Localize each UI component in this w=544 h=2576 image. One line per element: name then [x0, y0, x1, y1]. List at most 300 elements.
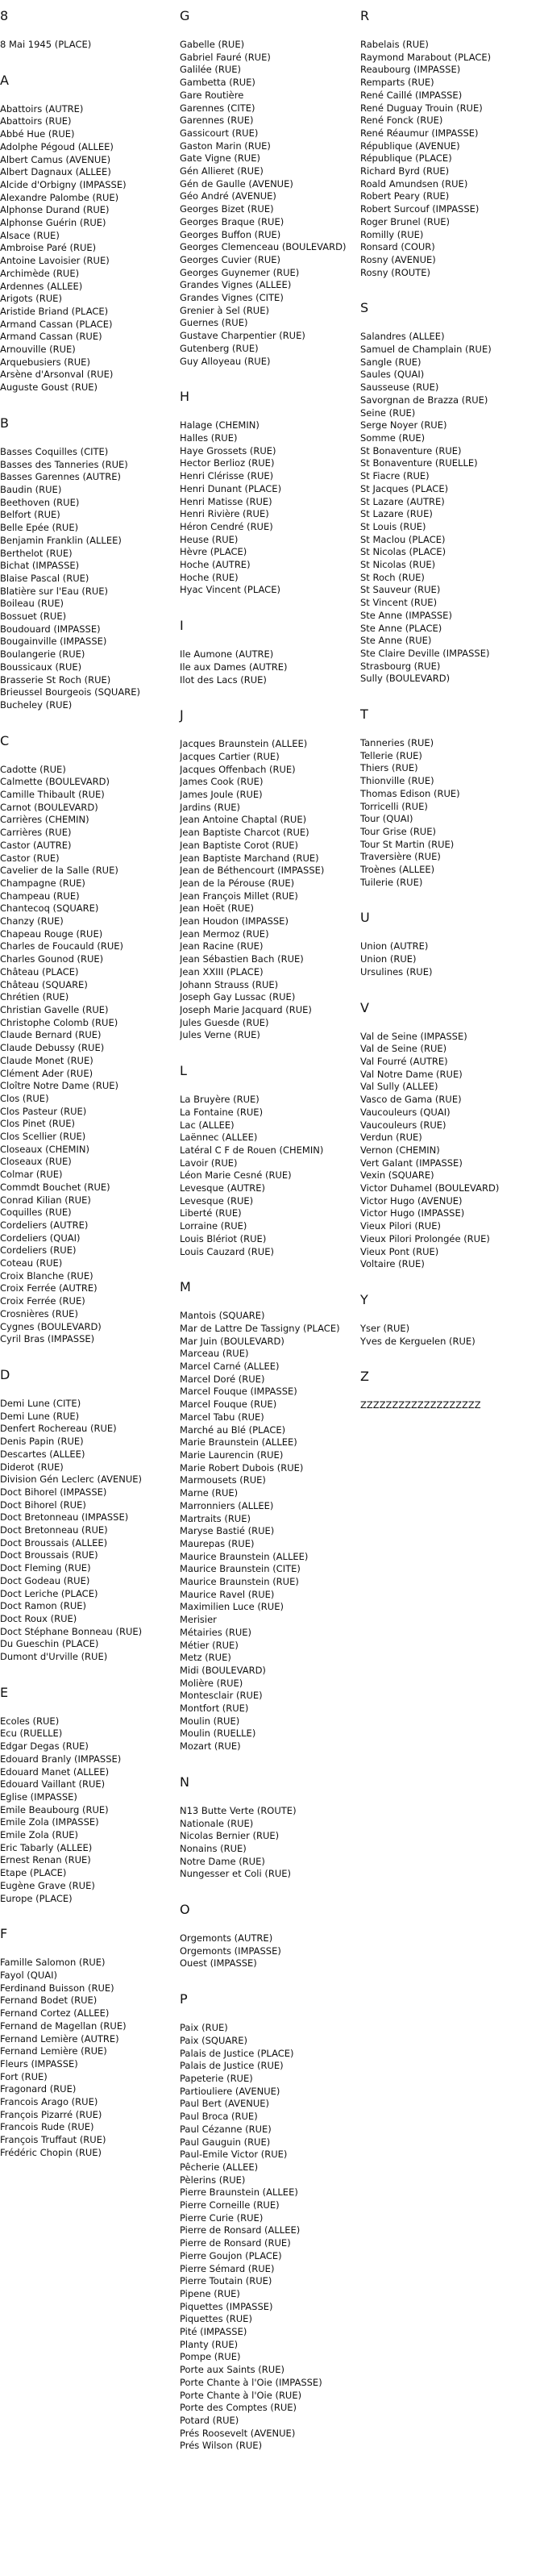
- street-entry: Grenier à Sel (RUE): [180, 304, 269, 316]
- street-entry: Partiouliere (AVENUE): [180, 2085, 280, 2097]
- section-letter-heading: F: [0, 1926, 8, 1942]
- street-entry: Edouard Branly (IMPASSE): [0, 1753, 122, 1765]
- street-entry: Edgar Degas (RUE): [0, 1740, 89, 1753]
- street-entry: Hoche (AUTRE): [180, 559, 251, 571]
- street-entry: Jean Sébastien Bach (RUE): [180, 953, 304, 965]
- street-entry: Alsace (RUE): [0, 229, 60, 241]
- street-entry: Serge Noyer (RUE): [360, 419, 447, 431]
- street-entry: Vieux Pilori Prolongée (RUE): [360, 1232, 490, 1244]
- street-entry: Joseph Gay Lussac (RUE): [180, 991, 296, 1003]
- street-entry: Famille Salomon (RUE): [0, 1957, 106, 1969]
- letter-section: [180, 1991, 353, 2453]
- street-entry: Cygnes (BOULEVARD): [0, 1320, 102, 1332]
- street-entry: Doct Fleming (RUE): [0, 1562, 91, 1574]
- street-entry: Bichat (IMPASSE): [0, 560, 80, 572]
- street-entry: Closeaux (RUE): [0, 1156, 72, 1168]
- street-entry: Clos Scellier (RUE): [0, 1131, 86, 1143]
- street-entry: Orgemonts (AUTRE): [180, 1932, 273, 1945]
- street-entry: Clos (RUE): [0, 1092, 49, 1104]
- street-entry: St Maclou (PLACE): [360, 533, 446, 545]
- street-entry: James Cook (RUE): [180, 776, 264, 788]
- street-entry: Emile Zola (RUE): [0, 1829, 79, 1841]
- street-entry: Marmousets (RUE): [180, 1474, 266, 1486]
- street-entry: Paul Gauguin (RUE): [180, 2136, 271, 2148]
- street-entry: Eugène Grave (RUE): [0, 1879, 95, 1891]
- street-entry: Edouard Manet (ALLEE): [0, 1765, 110, 1778]
- letter-section: [180, 1063, 353, 1258]
- street-entry: Claude Bernard (RUE): [0, 1029, 102, 1041]
- street-entry: Croix Ferrée (RUE): [0, 1295, 85, 1307]
- street-entry: Héron Cendré (RUE): [180, 520, 273, 532]
- street-entry: Charles Gounod (RUE): [0, 953, 104, 965]
- letter-section: [360, 300, 534, 686]
- street-entry: François Truffaut (RUE): [0, 2134, 106, 2146]
- section-letter-heading: R: [360, 8, 370, 23]
- street-entry: Val Fourré (AUTRE): [360, 1056, 448, 1067]
- street-entry: Vieux Pont (RUE): [360, 1245, 439, 1257]
- street-entry: Fernand Lemière (RUE): [0, 2045, 107, 2057]
- street-entry: Gustave Charpentier (RUE): [180, 330, 305, 342]
- street-entry: Victor Duhamel (BOULEVARD): [360, 1182, 500, 1194]
- street-entry: Gare Routière: [180, 89, 244, 101]
- street-entry: Castor (RUE): [0, 852, 60, 864]
- street-entry: Arnouville (RUE): [0, 344, 76, 356]
- street-entry: Armand Cassan (RUE): [0, 331, 102, 343]
- street-entry: La Fontaine (RUE): [180, 1106, 264, 1118]
- letter-section: [360, 8, 534, 279]
- street-entry: Rosny (AVENUE): [360, 253, 436, 265]
- street-entry: Emile Zola (IMPASSE): [0, 1816, 99, 1828]
- street-entry: Alcide d'Orbigny (IMPASSE): [0, 178, 127, 190]
- street-entry: Arigots (RUE): [0, 293, 62, 305]
- street-entry: Tour (QUAI): [360, 813, 413, 825]
- street-entry: Roald Amundsen (RUE): [360, 177, 468, 190]
- street-entry: Marcel Fouque (IMPASSE): [180, 1386, 297, 1398]
- street-entry: St Bonaventure (RUELLE): [360, 457, 478, 469]
- street-entry: Métairies (RUE): [180, 1626, 252, 1638]
- street-entry: Antoine Lavoisier (RUE): [0, 255, 110, 267]
- street-entry: Blaise Pascal (RUE): [0, 572, 89, 584]
- street-entry: Johann Strauss (RUE): [180, 978, 279, 990]
- street-entry: Montfort (RUE): [180, 1703, 249, 1715]
- street-entry: Paix (SQUARE): [180, 2034, 247, 2046]
- street-entry: Metz (RUE): [180, 1652, 231, 1664]
- street-entry: Maurice Ravel (RUE): [180, 1588, 275, 1600]
- street-entry: N13 Butte Verte (ROUTE): [180, 1804, 297, 1816]
- section-letter-heading: P: [180, 1991, 188, 2007]
- street-entry: Sausseuse (RUE): [360, 381, 439, 394]
- street-entry: Christophe Colomb (RUE): [0, 1016, 118, 1028]
- street-entry: St Roch (RUE): [360, 571, 425, 583]
- street-entry: Ambroise Paré (RUE): [0, 242, 97, 254]
- street-entry: Henri Matisse (RUE): [180, 495, 272, 507]
- street-entry: Yser (RUE): [360, 1322, 410, 1334]
- street-entry: Gassicourt (RUE): [180, 127, 259, 139]
- street-entry: République (PLACE): [360, 152, 452, 165]
- street-entry: Fernand de Magellan (RUE): [0, 2020, 127, 2032]
- letter-section: [0, 73, 173, 394]
- street-entry: Merisier: [180, 1614, 217, 1626]
- street-entry: Prés Roosevelt (AVENUE): [180, 2427, 296, 2439]
- street-entry: Cordeliers (QUAI): [0, 1232, 81, 1244]
- letter-section: [0, 1926, 173, 2159]
- street-entry: Gambetta (RUE): [180, 77, 255, 89]
- street-entry: Saules (QUAI): [360, 369, 425, 381]
- street-entry: Coquilles (RUE): [0, 1207, 72, 1219]
- street-entry: Crosnières (RUE): [0, 1307, 78, 1319]
- street-entry: Fayol (QUAI): [0, 1970, 57, 1981]
- street-entry: Cordeliers (RUE): [0, 1244, 77, 1257]
- street-entry: René Réaumur (IMPASSE): [360, 127, 479, 139]
- street-entry: Marcel Carné (ALLEE): [180, 1361, 280, 1373]
- street-entry: Val de Seine (IMPASSE): [360, 1030, 467, 1042]
- street-entry: Fernand Bodet (RUE): [0, 1995, 98, 2007]
- letter-section: [180, 1279, 353, 1753]
- street-entry: Gate Vigne (RUE): [180, 152, 260, 165]
- street-entry: Denfert Rochereau (RUE): [0, 1423, 117, 1435]
- street-entry: Ardennes (ALLEE): [0, 280, 83, 292]
- street-entry: Louis Cauzard (RUE): [180, 1245, 274, 1257]
- street-entry: Georges Guynemer (RUE): [180, 266, 300, 278]
- street-entry: Demi Lune (CITE): [0, 1397, 81, 1409]
- street-entry: Rabelais (RUE): [360, 39, 429, 50]
- street-entry: René Duguay Trouin (RUE): [360, 102, 483, 114]
- section-letter-heading: N: [180, 1774, 189, 1790]
- street-entry: ZZZZZZZZZZZZZZZZZZZ: [360, 1399, 481, 1411]
- street-entry: René Fonck (RUE): [360, 115, 443, 127]
- street-entry: Mar Juin (BOULEVARD): [180, 1335, 284, 1347]
- street-entry: Robert Surcouf (IMPASSE): [360, 203, 480, 215]
- street-entry: Notre Dame (RUE): [180, 1855, 265, 1867]
- street-entry: Papeterie (RUE): [180, 2073, 253, 2084]
- street-entry: Emile Beaubourg (RUE): [0, 1803, 109, 1815]
- street-entry: Somme (RUE): [360, 431, 426, 444]
- street-entry: Marie Laurencin (RUE): [180, 1448, 284, 1461]
- letter-section: [180, 8, 353, 368]
- street-entry: Jules Verne (RUE): [180, 1029, 260, 1041]
- street-entry: Georges Buffon (RUE): [180, 228, 281, 240]
- street-entry: Palais de Justice (PLACE): [180, 2047, 294, 2059]
- street-entry: Champagne (RUE): [0, 877, 85, 889]
- street-entry: Nonains (RUE): [180, 1842, 247, 1854]
- street-entry: Doct Roux (RUE): [0, 1612, 77, 1624]
- street-entry: Berthelot (RUE): [0, 547, 73, 559]
- street-entry: Ile aux Dames (AUTRE): [180, 661, 288, 673]
- street-entry: Tuilerie (RUE): [360, 876, 423, 888]
- street-entry: Adolphe Pégoud (ALLEE): [0, 140, 114, 152]
- street-entry: Nationale (RUE): [180, 1817, 254, 1829]
- street-entry: Jacques Braunstein (ALLEE): [180, 738, 308, 750]
- street-entry: Jean Racine (RUE): [180, 940, 264, 952]
- street-entry: Doct Broussais (ALLEE): [0, 1536, 108, 1549]
- street-entry: Francois Rude (RUE): [0, 2121, 94, 2133]
- street-entry: Grandes Vignes (CITE): [180, 292, 284, 304]
- street-entry: Marie Robert Dubois (RUE): [180, 1461, 304, 1473]
- letter-section: [360, 707, 534, 889]
- street-entry: Fragonard (RUE): [0, 2083, 77, 2095]
- street-entry: Blatière sur l'Eau (RUE): [0, 585, 109, 597]
- street-entry: Sangle (RUE): [360, 356, 421, 368]
- street-entry: Maryse Bastié (RUE): [180, 1525, 275, 1537]
- street-entry: Marie Braunstein (ALLEE): [180, 1436, 297, 1448]
- street-entry: Palais de Justice (RUE): [180, 2060, 284, 2072]
- street-entry: Pierre Goujon (PLACE): [180, 2249, 282, 2261]
- street-entry: St Fiacre (RUE): [360, 470, 430, 482]
- street-entry: James Joule (RUE): [180, 789, 263, 801]
- street-entry: Tellerie (RUE): [360, 749, 422, 761]
- street-entry: Doct Broussais (RUE): [0, 1549, 98, 1561]
- street-entry: Hèvre (PLACE): [180, 546, 247, 558]
- street-entry: St Sauveur (RUE): [360, 584, 441, 596]
- street-entry: Piquettes (RUE): [180, 2313, 252, 2325]
- street-entry: Hoche (RUE): [180, 571, 239, 583]
- street-entry: Boileau (RUE): [0, 598, 64, 610]
- street-entry: Vasco de Gama (RUE): [360, 1094, 462, 1106]
- street-entry: Savorgnan de Brazza (RUE): [360, 394, 488, 406]
- street-entry: Halles (RUE): [180, 431, 238, 444]
- street-entry: Frédéric Chopin (RUE): [0, 2146, 102, 2158]
- street-entry: Beethoven (RUE): [0, 496, 80, 508]
- index-column-2: [180, 8, 353, 2474]
- street-entry: Clos Pasteur (RUE): [0, 1105, 87, 1117]
- section-letter-heading: E: [0, 1684, 9, 1700]
- street-entry: La Bruyère (RUE): [180, 1094, 260, 1106]
- street-entry: Vaucouleurs (RUE): [360, 1119, 446, 1131]
- street-entry: Pierre Sémard (RUE): [180, 2262, 275, 2274]
- street-entry: St Lazare (AUTRE): [360, 495, 445, 507]
- street-entry: Denis Papin (RUE): [0, 1436, 84, 1448]
- street-entry: Liberté (RUE): [180, 1207, 242, 1219]
- street-entry: Gaston Marin (RUE): [180, 140, 271, 152]
- street-entry: Porte Chante à l'Oie (IMPASSE): [180, 2376, 322, 2388]
- street-entry: Val de Seine (RUE): [360, 1043, 447, 1055]
- street-entry: Samuel de Champlain (RUE): [360, 344, 492, 356]
- section-letter-heading: Z: [360, 1369, 369, 1385]
- street-entry: Piquettes (IMPASSE): [180, 2300, 273, 2312]
- street-entry: Maurice Braunstein (CITE): [180, 1563, 301, 1575]
- street-entry: Europe (PLACE): [0, 1892, 73, 1904]
- street-entry: Nicolas Bernier (RUE): [180, 1830, 280, 1842]
- street-entry: Abbé Hue (RUE): [0, 128, 75, 140]
- letter-section: [0, 8, 173, 52]
- street-entry: Arquebusiers (RUE): [0, 356, 90, 368]
- street-entry: Ecoles (RUE): [0, 1715, 60, 1727]
- street-entry: Pèlerins (RUE): [180, 2174, 246, 2186]
- street-entry: Guy Alloyeau (RUE): [180, 355, 271, 367]
- street-entry: Troènes (ALLEE): [360, 864, 435, 876]
- street-entry: Porte aux Saints (RUE): [180, 2364, 284, 2376]
- street-entry: Tour St Martin (RUE): [360, 838, 455, 850]
- street-entry: Doct Leriche (PLACE): [0, 1587, 98, 1599]
- street-entry: Haye Grossets (RUE): [180, 444, 276, 456]
- street-entry: Ste Anne (PLACE): [360, 622, 442, 634]
- street-entry: Croix Ferrée (AUTRE): [0, 1282, 98, 1294]
- street-entry: Doct Bihorel (IMPASSE): [0, 1486, 107, 1498]
- street-entry: Marcel Tabu (RUE): [180, 1411, 264, 1423]
- street-entry: Dumont d'Urville (RUE): [0, 1651, 108, 1663]
- street-entry: Doct Bihorel (RUE): [0, 1498, 86, 1511]
- street-entry: Alphonse Durand (RUE): [0, 204, 110, 216]
- street-entry: Moulin (RUE): [180, 1715, 240, 1727]
- street-entry: Basses Coquilles (CITE): [0, 445, 109, 457]
- street-entry: Alexandre Palombe (RUE): [0, 191, 119, 203]
- street-entry: Laënnec (ALLEE): [180, 1132, 258, 1144]
- street-entry: Cadotte (RUE): [0, 763, 66, 775]
- street-entry: Archimède (RUE): [0, 267, 80, 279]
- street-entry: Gén Allieret (RUE): [180, 165, 264, 177]
- street-entry: Demi Lune (RUE): [0, 1410, 80, 1422]
- street-entry: République (AVENUE): [360, 140, 460, 152]
- street-entry: Edouard Vaillant (RUE): [0, 1778, 106, 1790]
- section-letter-heading: S: [360, 300, 369, 316]
- street-entry: Belle Epée (RUE): [0, 522, 79, 534]
- street-entry: St Lazare (RUE): [360, 508, 433, 520]
- street-entry: Ecu (RUELLE): [0, 1728, 63, 1740]
- street-entry: Vernon (CHEMIN): [360, 1144, 440, 1156]
- index-column-3: [360, 8, 534, 1433]
- street-entry: Lavoir (RUE): [180, 1157, 238, 1169]
- street-entry: Pierre Toutain (RUE): [180, 2275, 272, 2287]
- street-entry: Doct Godeau (RUE): [0, 1574, 90, 1586]
- street-entry: Champeau (RUE): [0, 890, 80, 902]
- street-entry: Doct Stéphane Bonneau (RUE): [0, 1625, 143, 1637]
- street-entry: Moulin (RUELLE): [180, 1728, 256, 1740]
- street-entry: Basses Garennes (AUTRE): [0, 471, 121, 483]
- street-entry: Fernand Lemière (AUTRE): [0, 2032, 119, 2045]
- street-entry: Nungesser et Coli (RUE): [180, 1868, 291, 1880]
- street-entry: Strasbourg (RUE): [360, 660, 441, 672]
- street-entry: Jean Houdon (IMPASSE): [180, 915, 289, 927]
- letter-section: [180, 707, 353, 1042]
- street-entry: Hyac Vincent (PLACE): [180, 584, 280, 596]
- street-entry: Jean de Béthencourt (IMPASSE): [180, 865, 325, 877]
- street-entry: Vert Galant (IMPASSE): [360, 1157, 463, 1169]
- section-letter-heading: H: [180, 389, 190, 405]
- street-entry: Ste Claire Deville (IMPASSE): [360, 647, 490, 659]
- street-entry: Colmar (RUE): [0, 1169, 63, 1181]
- street-entry: Métier (RUE): [180, 1639, 239, 1651]
- street-entry: Carrières (RUE): [0, 827, 72, 839]
- street-entry: Jean XXIII (PLACE): [180, 965, 264, 977]
- street-entry: Georges Clemenceau (BOULEVARD): [180, 241, 347, 253]
- street-entry: Yves de Kerguelen (RUE): [360, 1335, 475, 1347]
- street-entry: St Jacques (PLACE): [360, 482, 449, 494]
- street-entry: Pité (IMPASSE): [180, 2326, 247, 2338]
- street-entry: Cavelier de la Salle (RUE): [0, 865, 118, 877]
- section-letter-heading: Y: [360, 1291, 368, 1307]
- street-entry: Christian Gavelle (RUE): [0, 1004, 109, 1015]
- section-letter-heading: D: [0, 1366, 10, 1382]
- street-entry: Louis Blériot (RUE): [180, 1232, 267, 1244]
- street-entry: Remparts (RUE): [360, 77, 434, 89]
- street-entry: Etape (PLACE): [0, 1867, 67, 1879]
- street-entry: Ste Anne (IMPASSE): [360, 609, 452, 621]
- street-entry: St Louis (RUE): [360, 520, 426, 532]
- street-entry: Thiers (RUE): [360, 762, 418, 774]
- street-entry: Victor Hugo (IMPASSE): [360, 1207, 465, 1219]
- street-entry: Gabelle (RUE): [180, 39, 245, 50]
- street-entry: Alphonse Guérin (RUE): [0, 217, 106, 229]
- street-entry: Guernes (RUE): [180, 317, 248, 329]
- street-entry: Cyril Bras (IMPASSE): [0, 1333, 95, 1345]
- street-entry: St Bonaventure (RUE): [360, 444, 462, 456]
- street-entry: Raymond Marabout (PLACE): [360, 51, 492, 63]
- section-letter-heading: 8: [0, 8, 9, 23]
- street-entry: Prés Wilson (RUE): [180, 2440, 263, 2452]
- letter-section: [360, 910, 534, 978]
- street-entry: Sully (BOULEVARD): [360, 673, 451, 685]
- street-entry: Chantecoq (SQUARE): [0, 902, 99, 915]
- street-entry: Jean Baptiste Corot (RUE): [180, 839, 299, 851]
- street-entry: Jean Baptiste Charcot (RUE): [180, 827, 309, 839]
- section-letter-heading: J: [180, 707, 184, 723]
- street-entry: Traversière (RUE): [360, 851, 441, 863]
- street-entry: Ferdinand Buisson (RUE): [0, 1982, 114, 1994]
- street-entry: Marché au Blé (PLACE): [180, 1423, 286, 1436]
- section-letter-heading: U: [360, 910, 370, 926]
- street-entry: Boussicaux (RUE): [0, 661, 82, 673]
- street-entry: Halage (CHEMIN): [180, 419, 260, 431]
- street-entry: Pompe (RUE): [180, 2351, 241, 2363]
- letter-section: [0, 1367, 173, 1664]
- street-entry: Gutenberg (RUE): [180, 342, 259, 354]
- street-entry: Tanneries (RUE): [360, 737, 434, 749]
- street-entry: Jardins (RUE): [180, 801, 241, 813]
- street-entry: Cordeliers (AUTRE): [0, 1219, 89, 1231]
- street-entry: René Caillé (IMPASSE): [360, 89, 463, 101]
- section-letter-heading: G: [180, 8, 190, 23]
- street-entry: Marceau (RUE): [180, 1348, 249, 1360]
- street-entry: Maurepas (RUE): [180, 1537, 255, 1549]
- street-entry: Jacques Cartier (RUE): [180, 750, 280, 762]
- section-letter-heading: V: [360, 999, 369, 1015]
- letter-section: [360, 1292, 534, 1348]
- street-entry: Thionville (RUE): [360, 775, 434, 787]
- street-entry: Commdt Bouchet (RUE): [0, 1181, 110, 1193]
- section-letter-heading: L: [180, 1063, 187, 1079]
- street-entry: Charles de Foucauld (RUE): [0, 940, 124, 952]
- street-entry: Vexin (SQUARE): [360, 1169, 434, 1182]
- street-entry: Benjamin Franklin (ALLEE): [0, 534, 122, 546]
- street-entry: Doct Bretonneau (RUE): [0, 1524, 108, 1536]
- street-entry: Mozart (RUE): [180, 1740, 241, 1753]
- street-entry: 8 Mai 1945 (PLACE): [0, 39, 92, 50]
- street-entry: Richard Byrd (RUE): [360, 165, 450, 177]
- street-entry: Boudouard (IMPASSE): [0, 623, 101, 635]
- street-entry: Chrétien (RUE): [0, 991, 69, 1003]
- street-entry: Paix (RUE): [180, 2022, 228, 2034]
- letter-section: [180, 1902, 353, 1970]
- street-entry: Croix Blanche (RUE): [0, 1269, 93, 1282]
- street-entry: Jean de la Pérouse (RUE): [180, 877, 295, 889]
- street-entry: Doct Ramon (RUE): [0, 1600, 86, 1612]
- street-entry: Victor Hugo (AVENUE): [360, 1194, 463, 1207]
- street-entry: Ste Anne (RUE): [360, 635, 432, 647]
- street-entry: Clément Ader (RUE): [0, 1067, 93, 1079]
- street-entry: Marcel Fouque (RUE): [180, 1398, 277, 1411]
- street-entry: Georges Cuvier (RUE): [180, 253, 280, 265]
- street-entry: Val Sully (ALLEE): [360, 1081, 438, 1093]
- street-entry: Heuse (RUE): [180, 533, 239, 545]
- street-entry: Porte des Comptes (RUE): [180, 2402, 297, 2414]
- street-entry: Closeaux (CHEMIN): [0, 1143, 89, 1155]
- street-entry: Pierre de Ronsard (ALLEE): [180, 2224, 301, 2236]
- street-entry: Chanzy (RUE): [0, 915, 64, 927]
- street-entry: Carrières (CHEMIN): [0, 814, 89, 826]
- street-entry: Levesque (RUE): [180, 1194, 254, 1207]
- street-entry: Levesque (AUTRE): [180, 1182, 266, 1194]
- street-entry: Fort (RUE): [0, 2070, 48, 2082]
